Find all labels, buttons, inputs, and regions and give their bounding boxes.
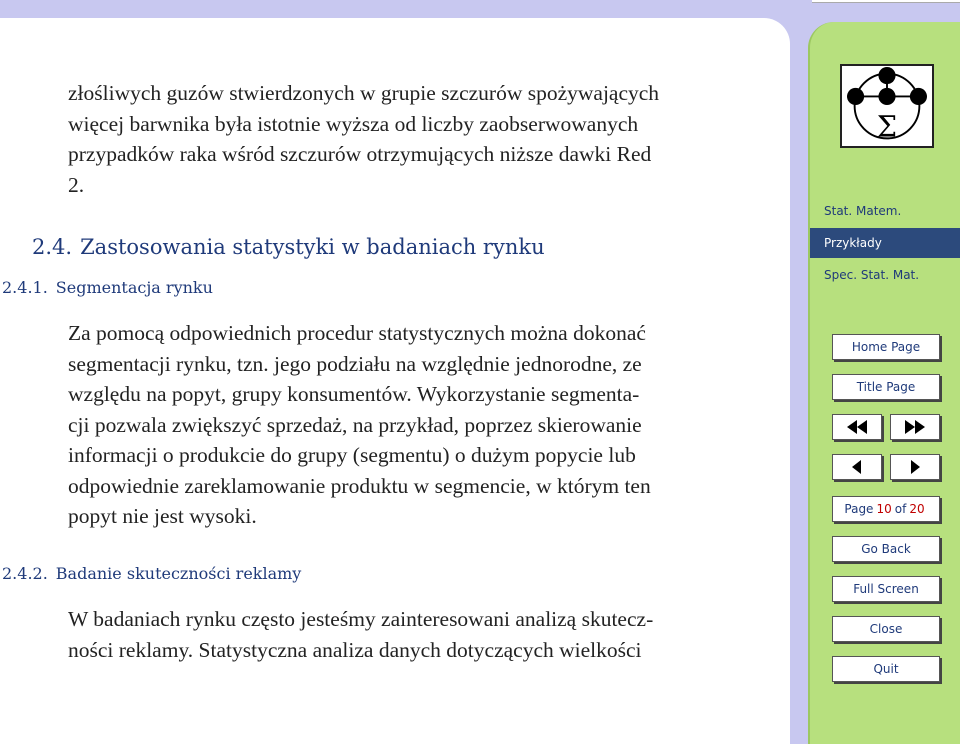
top-edge-notch — [812, 0, 960, 3]
previous-icon — [851, 460, 863, 474]
go-back-button[interactable]: Go Back — [832, 536, 940, 562]
fast-backward-button[interactable] — [832, 414, 882, 440]
subsection-title: Segmentacja rynku — [55, 278, 213, 297]
text-line: segmentacji rynku, tzn. jego podziału na względnie jednorodne, ze — [68, 351, 642, 376]
fast-backward-icon — [845, 420, 869, 434]
page-total: 20 — [909, 502, 925, 516]
text-line: przypadków raka wśród szczurów otrzymujących niższe dawki Red — [68, 142, 652, 166]
home-page-button[interactable]: Home Page — [832, 334, 940, 360]
subsection-heading-advertising — [2, 564, 301, 583]
subsection-number: 2.4.1. — [2, 278, 48, 297]
text-line: odpowiednie zareklamowanie produktu w segmencie, w którym ten — [68, 473, 651, 498]
paragraph-segmentation — [68, 318, 732, 532]
text-line: złośliwych guzów stwierdzonych w grupie szczurów spożywających — [68, 81, 660, 105]
next-icon — [909, 460, 921, 474]
section-title: Zastosowania statystyki w badaniach rynku — [80, 235, 545, 259]
nav-label-stat-matem[interactable]: Stat. Matem. — [824, 204, 902, 218]
paragraph-intro — [68, 78, 732, 200]
text-line: Za pomocą odpowiednich procedur statystycznych można dokonać — [68, 321, 646, 345]
subsection-heading-segmentation — [2, 278, 213, 297]
text-line: względu na popyt, grupy konsumentów. Wykorzystanie segmenta- — [68, 382, 640, 406]
content-panel — [0, 18, 790, 744]
text-line: W badaniach rynku często jesteśmy zainteresowani analizą skutecz- — [68, 607, 654, 631]
svg-text:Σ: Σ — [876, 109, 898, 144]
text-line: więcej barwnika była istotnie wyższa od liczby zaobserwowanych — [68, 111, 639, 136]
quit-button[interactable]: Quit — [832, 656, 940, 682]
page-of: of — [894, 502, 907, 516]
full-screen-button[interactable]: Full Screen — [832, 576, 940, 602]
logo-sigma-icon — [840, 64, 934, 148]
fast-forward-button[interactable] — [890, 414, 940, 440]
page-indicator[interactable] — [832, 496, 940, 522]
title-page-button[interactable]: Title Page — [832, 374, 940, 400]
text-line: informacji o produkcie do grupy (segmentu) o dużym popycie lub — [68, 443, 636, 467]
nav-label-spec-stat-mat[interactable]: Spec. Stat. Mat. — [824, 268, 920, 282]
close-button[interactable]: Close — [832, 616, 940, 642]
page-current: 10 — [876, 502, 892, 516]
text-line: cji pozwala zwiększyć sprzedaż, na przykład, poprzez skierowanie — [68, 412, 642, 437]
previous-page-button[interactable] — [832, 454, 882, 480]
paragraph-advertising — [68, 604, 732, 665]
section-heading — [32, 235, 545, 259]
fast-forward-icon — [903, 420, 927, 434]
nav-label-przyklady[interactable]: Przykłady — [810, 228, 960, 258]
subsection-title: Badanie skuteczności reklamy — [55, 564, 302, 583]
text-line: popyt nie jest wysoki. — [68, 504, 257, 528]
text-line: 2. — [68, 172, 85, 197]
subsection-number: 2.4.2. — [2, 564, 48, 583]
section-number: 2.4. — [32, 235, 73, 259]
navigation-panel — [808, 22, 960, 744]
next-page-button[interactable] — [890, 454, 940, 480]
page-prefix: Page — [844, 502, 874, 516]
text-line: ności reklamy. Statystyczna analiza danych dotyczących wielkości — [68, 637, 642, 662]
